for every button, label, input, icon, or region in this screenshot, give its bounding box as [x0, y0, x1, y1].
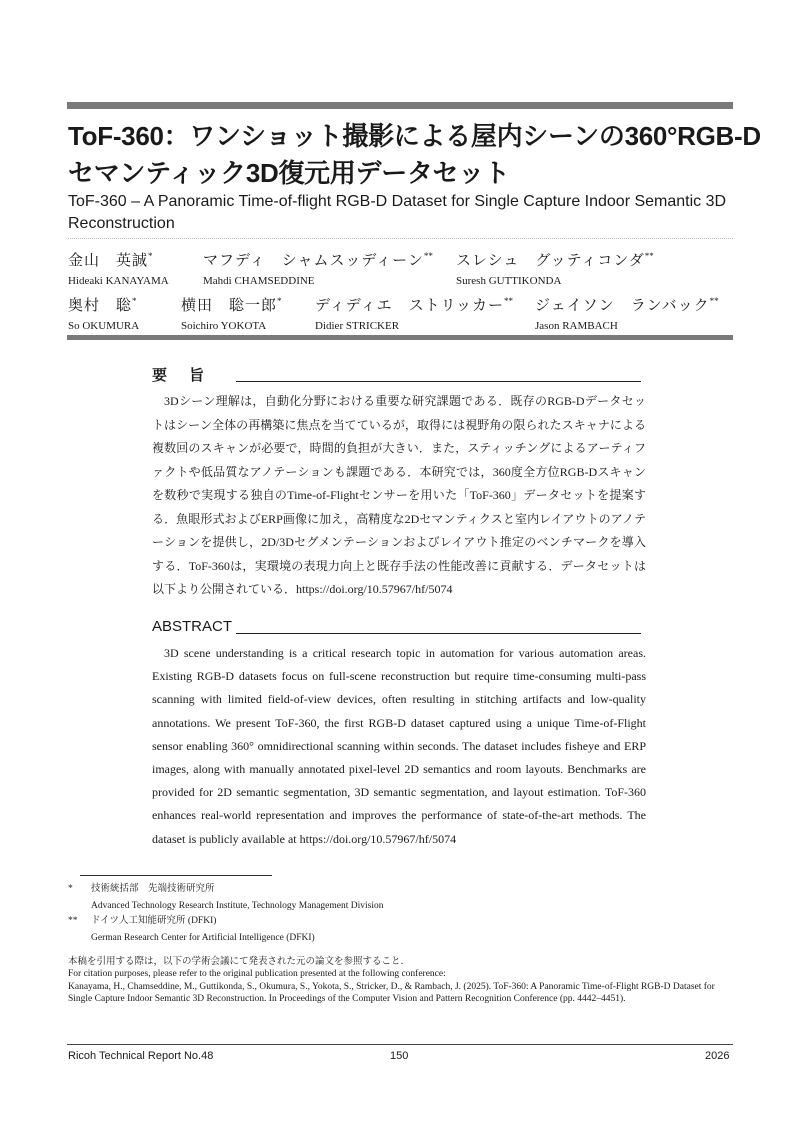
author-rambach: [535, 292, 719, 333]
author-name-ja: スレシュ グッティコンダ: [456, 253, 645, 269]
affiliation-mark: **: [504, 296, 514, 306]
author-name-ja: 横田 聡一郎: [181, 298, 278, 314]
author-name-en: Suresh GUTTIKONDA: [456, 275, 562, 287]
title-japanese: [68, 118, 761, 192]
header-bottom-rule: [67, 335, 733, 340]
citation-ja: 本稿を引用する際は，以下の学術会議にて発表された元の論文を参照すること．: [68, 957, 411, 967]
abstract-en-heading: ABSTRACT: [152, 618, 233, 635]
abstract-ja-heading: 要旨: [152, 367, 227, 384]
abstract-en-body: 3D scene understanding is a critical research topic in automation for various automation areas. Existing RGB-D datasets focus on full-scene reconstruction but require time-consuming multi-pass scanning with limited field-of-view devices, often resulting in stitching artifacts and low-quality annotations. We present ToF-360, the first RGB-D dataset captured using a unique Time-of-Flight sensor enabling 360° omnidirectional scanning within seconds. The dataset includes fisheye and ERP images, along with manually annotated pixel-level 2D semantics and room layouts. Benchmarks are provided for 2D semantic segmentation, 3D semantic segmentation, and layout estimation. ToF-360 enhances real-world representation and improves the performance of state-of-the-art methods. The dataset is publicly available at https://doi.org/10.57967/hf/5074: [152, 646, 646, 846]
affiliation-mark: **: [644, 251, 654, 261]
citation-en-intro: For citation purposes, please refer to the original publication presented at the following conference:: [68, 969, 446, 980]
footnote-affiliation-en: Advanced Technology Research Institute, Technology Management Division: [91, 901, 384, 911]
author-name-en: Mahdi CHAMSEDDINE: [203, 275, 315, 287]
title-japanese-line-2: セマンティック3D復元用データセット: [68, 158, 510, 188]
author-name-ja: 奥村 聡: [68, 298, 133, 314]
author-name-en: Soichiro YOKOTA: [181, 320, 267, 332]
footer-journal: Ricoh Technical Report No.48: [68, 1050, 214, 1062]
author-name-ja: 金山 英誠: [68, 253, 149, 269]
title-divider: [68, 238, 733, 239]
author-chamseddine: [203, 247, 433, 288]
footnote-affiliation-ja: ドイツ人工知能研究所 (DFKI): [91, 916, 217, 926]
author-name-en: Hideaki KANAYAMA: [68, 275, 169, 287]
abstract-en-heading-rule: [236, 633, 641, 634]
author-yokota: [181, 292, 282, 333]
author-name-en: So OKUMURA: [68, 320, 140, 332]
author-kanayama: [68, 247, 169, 288]
affiliation-mark: *: [148, 251, 153, 261]
author-name-en: Jason RAMBACH: [535, 320, 618, 332]
author-stricker: [315, 292, 513, 333]
abstract-ja-heading-rule: [236, 381, 641, 382]
author-name-ja: マフディ シャムスッディーン: [203, 253, 424, 269]
footnote-mark: *: [68, 884, 73, 894]
footer-year: 2026: [705, 1050, 730, 1062]
footnote-affiliation-ja: 技術統括部 先端技術研究所: [91, 884, 215, 894]
abstract-ja-body: 3Dシーン理解は，自動化分野における重要な研究課題である．既存のRGB-Dデータセットはシーン全体の再構築に焦点を当てているが，取得には視野角の限られたスキャナによる複数回のスキャンが必要で，時間的負担が大きい．また，スティッチングによるアーティファクトや低品質なアノテーションも課題である．本研究では，360度全方位RGB-Dスキャンを数秒で実現する独自のTime-of-Flightセンサーを用いた「ToF-360」データセットを提案する．魚眼形式およびERP画像に加え，高精度な2Dセマンティクスと室内レイアウトのアノテーションを提供し，2D/3Dセグメンテーションおよびレイアウト推定のベンチマークを導入する．ToF-360は，実環境の表現力向上と既存手法の性能改善に貢献する．データセットは以下より公開されている．https://doi.org/10.57967/hf/5074: [152, 394, 646, 596]
citation-note: [68, 956, 738, 1005]
footer-rule: [67, 1044, 733, 1045]
affiliation-mark: *: [132, 296, 137, 306]
author-guttikonda: [456, 247, 654, 288]
top-rule: [67, 102, 733, 109]
author-name-en: Didier STRICKER: [315, 320, 400, 332]
title-english: ToF-360 – A Panoramic Time-of-flight RGB-D Dataset for Single Capture Indoor Semantic 3D Reconstruction: [68, 193, 727, 232]
footnote-mark: **: [68, 916, 78, 926]
author-name-ja: ジェイソン ランバック: [535, 298, 710, 314]
title-japanese-line-1: ToF-360：ワンショット撮影による屋内シーンの360°RGB-D: [68, 121, 761, 151]
citation-reference: Kanayama, H., Chamseddine, M., Guttikonda, S., Okumura, S., Yokota, S., Stricker, D., & Rambach, J. (2025). ToF-360: A Panoramic Time-of-Flight RGB-D Dataset for Single Capture Indoor Semantic 3D Reconstruction. In Proceedings of the Computer Vision and Pattern Recognition Conference (pp. 4442–4451).: [68, 981, 715, 1004]
footnote-rule: [80, 875, 272, 876]
author-okumura: [68, 292, 139, 333]
footnote-affiliation-en: German Research Center for Artificial Intelligence (DFKI): [91, 933, 315, 943]
author-name-ja: ディディエ ストリッカー: [315, 298, 505, 314]
affiliation-mark: *: [277, 296, 282, 306]
page-number: 150: [390, 1050, 409, 1062]
affiliation-mark: **: [423, 251, 433, 261]
affiliation-mark: **: [709, 296, 719, 306]
